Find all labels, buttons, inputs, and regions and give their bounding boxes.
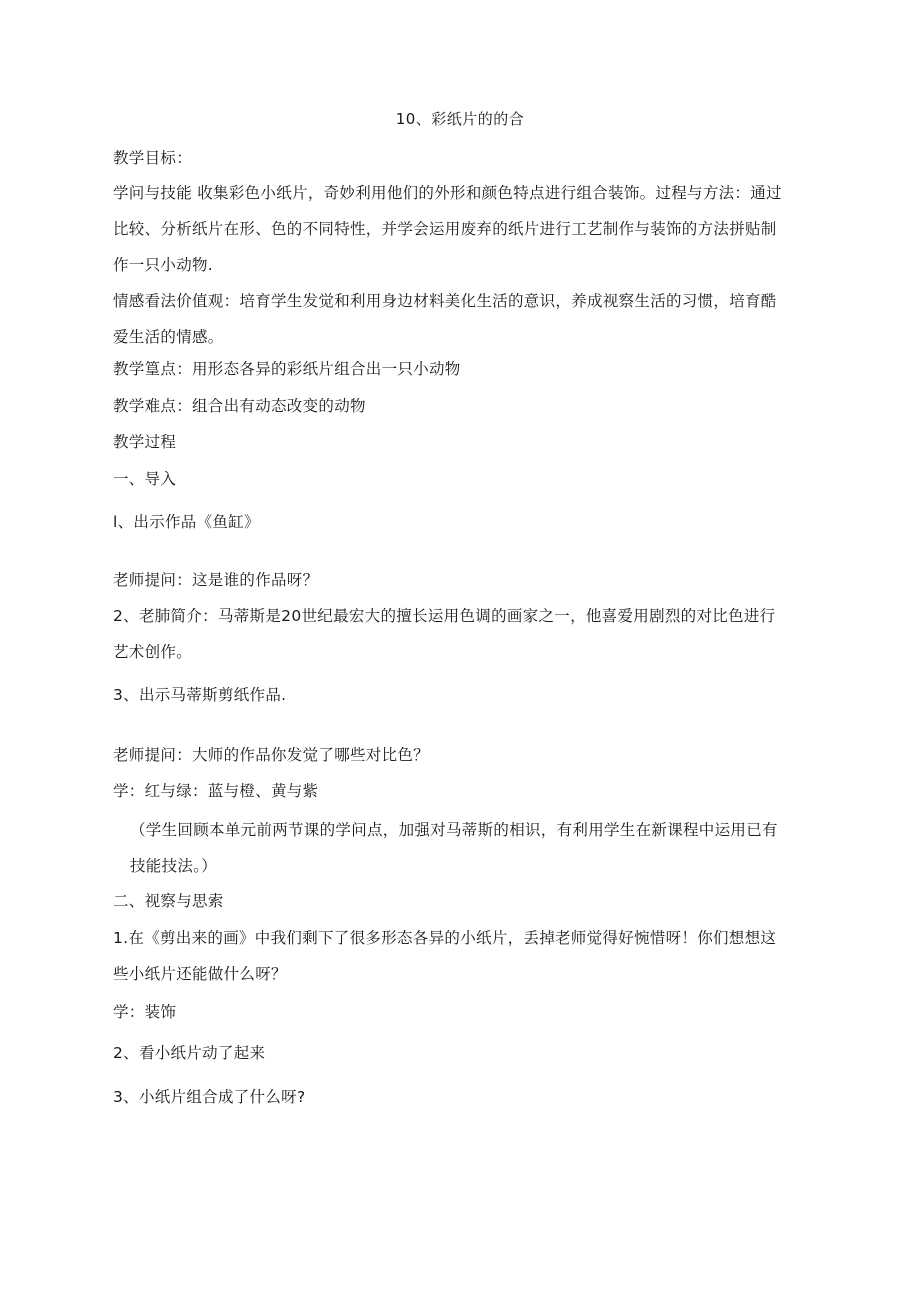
- paragraph-teaching-process: 教学过程: [113, 433, 177, 451]
- paragraph-leftover-paper-question: 1.在《剪出来的画》中我们剩下了很多形态各异的小纸片，丢掉老师觉得好惋惜呀！你们想想这些小纸片还能做什么呀？: [113, 929, 777, 983]
- paragraph-teacher-question-2: 老师提问：大师的作品你发觉了哪些对比色？: [113, 746, 430, 764]
- section-heading-observe-think: 二、视察与思索: [113, 892, 224, 910]
- paragraph-knowledge-skills: 学问与技能 收集彩色小纸片，奇妙利用他们的外形和颜色特点进行组合装饰。过程与方法：通过比较、分析纸片在形、色的不同特性，并学会运用废弃的纸片进行工艺制作与装饰的方法拼贴制作一只小动物.: [113, 184, 782, 274]
- document-title: 10、彩纸片的的合: [395, 110, 525, 128]
- paragraph-emotion-values: 情感看法价值观：培育学生发觉和利用身边材料美化生活的意识，养成视察生活的习惯，培育酷爱生活的情感。: [113, 292, 777, 346]
- paragraph-teaching-goals-heading: 教学目标：: [113, 149, 193, 167]
- paragraph-show-matisse-cutouts: 3、出示马蒂斯剪纸作品.: [113, 686, 287, 704]
- paragraph-paper-moving: 2、看小纸片动了起来: [113, 1044, 266, 1062]
- section-heading-intro: 一、导入: [113, 470, 177, 488]
- paragraph-student-answer-colors: 学：红与绿：蓝与橙、黄与紫: [113, 782, 319, 800]
- paragraph-review-note: （学生回顾本单元前两节课的学问点，加强对马蒂斯的相识，有利用学生在新课程中运用已有技能技法。）: [130, 821, 778, 875]
- paragraph-paper-combination-question: 3、小纸片组合成了什么呀?: [113, 1088, 306, 1106]
- paragraph-key-point: 教学篁点：用形态各异的彩纸片组合出一只小动物: [113, 360, 461, 378]
- paragraph-show-fishbowl: l、出示作品《鱼缸》: [113, 513, 260, 531]
- paragraph-matisse-intro: 2、老肺简介：马蒂斯是20世纪最宏大的擅长运用色调的画家之一，他喜爱用剧烈的对比色进行艺术创作。: [113, 607, 776, 661]
- paragraph-student-answer-decorate: 学：装饰: [113, 1003, 177, 1021]
- paragraph-teacher-question-1: 老师提问：这是谁的作品呀？: [113, 571, 319, 589]
- paragraph-difficult-point: 教学难点：组合出有动态改变的动物: [113, 397, 366, 415]
